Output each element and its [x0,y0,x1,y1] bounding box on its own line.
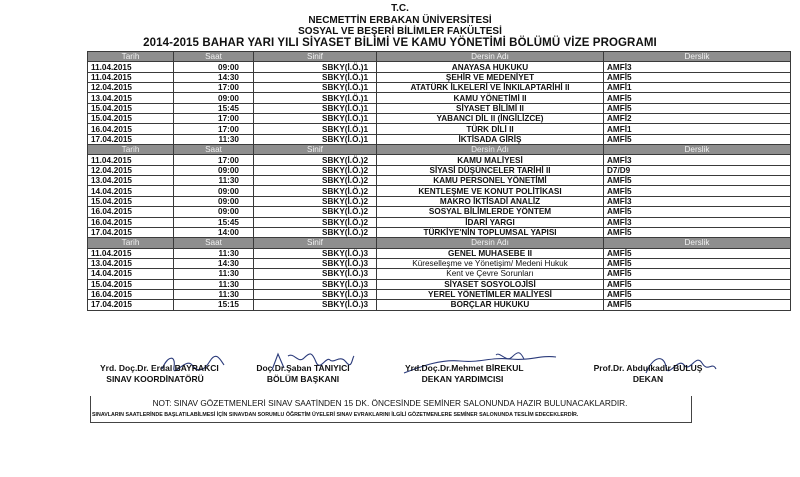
table-row [88,227,791,237]
cell-room: AMFİ5 [604,207,791,217]
cell-date: 11.04.2015 [88,72,174,82]
cell-date: 13.04.2015 [88,258,174,268]
cell-room: AMFİ5 [604,269,791,279]
cell-class: SBKY(İ.Ö.)2 [254,155,377,165]
signatory-4-role: DEKAN [632,374,664,384]
document-title: 2014-2015 BAHAR YARI YILI SİYASET BİLİMİ VE KAMU YÖNETİMİ BÖLÜMÜ VİZE PROGRAMI [143,37,657,49]
exam-schedule-body [88,52,791,311]
cell-class: SBKY(İ.Ö.)3 [254,258,377,268]
signatory-2-role: BÖLÜM BAŞKANI [266,374,340,384]
signatory-4-name: Prof.Dr. Abdulkadir BULUŞ [593,363,703,373]
cell-class: SBKY(İ.Ö.)2 [254,176,377,186]
cell-course: YABANCI DİL II (İNGİLİZCE) [377,114,604,124]
cell-time: 14:30 [174,72,254,82]
cell-time: 17:00 [174,124,254,134]
cell-time: 17:00 [174,114,254,124]
column-header-time: Saat [174,238,254,248]
cell-class: SBKY(İ.Ö.)2 [254,217,377,227]
cell-date: 11.04.2015 [88,62,174,72]
cell-room: AMFİ5 [604,176,791,186]
cell-date: 12.04.2015 [88,165,174,175]
cell-time: 11:30 [174,269,254,279]
cell-class: SBKY(İ.Ö.)1 [254,93,377,103]
cell-time: 11:30 [174,289,254,299]
cell-class: SBKY(İ.Ö.)3 [254,289,377,299]
cell-date: 11.04.2015 [88,155,174,165]
column-header-date: Tarih [88,52,174,62]
signature-block [0,363,800,393]
cell-course: İKTİSADA GİRİŞ [377,134,604,144]
cell-course: SOSYAL BİLİMLERDE YÖNTEM [377,207,604,217]
cell-time: 11:30 [174,134,254,144]
cell-class: SBKY(İ.Ö.)3 [254,279,377,289]
table-row [88,186,791,196]
table-row [88,93,791,103]
cell-class: SBKY(İ.Ö.)2 [254,186,377,196]
cell-course: ATATÜRK İLKELERİ VE İNKILAPTARİHİ II [377,83,604,93]
group-header-row [88,145,791,155]
cell-room: AMFİ3 [604,196,791,206]
cell-date: 15.04.2015 [88,196,174,206]
header-tc: T.C. [391,3,409,14]
table-row [88,165,791,175]
signatory-2 [248,363,358,385]
table-row [88,207,791,217]
cell-time: 09:00 [174,196,254,206]
cell-date: 15.04.2015 [88,279,174,289]
cell-course: ŞEHİR VE MEDENİYET [377,72,604,82]
cell-class: SBKY(İ.Ö.)3 [254,269,377,279]
cell-room: AMFİ3 [604,155,791,165]
cell-class: SBKY(İ.Ö.)3 [254,248,377,258]
cell-date: 16.04.2015 [88,217,174,227]
column-header-room: Derslik [604,52,791,62]
cell-time: 09:00 [174,62,254,72]
cell-class: SBKY(İ.Ö.)2 [254,207,377,217]
cell-course: SİYASET BİLİMİ II [377,103,604,113]
column-header-course: Dersin Adı [377,238,604,248]
table-row [88,258,791,268]
cell-time: 14:30 [174,258,254,268]
exam-schedule-table [87,51,791,311]
cell-class: SBKY(İ.Ö.)1 [254,83,377,93]
cell-time: 15:15 [174,300,254,310]
cell-class: SBKY(İ.Ö.)1 [254,72,377,82]
cell-time: 17:00 [174,155,254,165]
cell-class: SBKY(İ.Ö.)1 [254,62,377,72]
cell-room: AMFİ5 [604,134,791,144]
table-row [88,279,791,289]
signatory-3-name: Yrd.Doç.Dr.Mehmet BİREKUL [405,363,524,373]
cell-course: ANAYASA HUKUKU [377,62,604,72]
table-row [88,114,791,124]
table-row [88,289,791,299]
cell-room: AMFİ2 [604,114,791,124]
cell-date: 16.04.2015 [88,289,174,299]
cell-date: 16.04.2015 [88,124,174,134]
cell-course: MAKRO İKTİSADİ ANALİZ [377,196,604,206]
cell-course: YEREL YÖNETİMLER MALİYESİ [377,289,604,299]
note-main: NOT: SINAV GÖZETMENLERİ SINAV SAATİNDEN 15 DK. ÖNCESİNDE SEMİNER SALONUNDA HAZIR BULUNACAKLARDIR. [152,398,628,408]
cell-class: SBKY(İ.Ö.)2 [254,196,377,206]
cell-class: SBKY(İ.Ö.)2 [254,227,377,237]
cell-room: AMFİ5 [604,300,791,310]
cell-course: BORÇLAR HUKUKU [377,300,604,310]
cell-class: SBKY(İ.Ö.)1 [254,124,377,134]
cell-course: KENTLEŞME VE KONUT POLİTİKASI [377,186,604,196]
cell-room: AMFİ3 [604,217,791,227]
cell-date: 17.04.2015 [88,300,174,310]
cell-room: AMFİ5 [604,258,791,268]
column-header-course: Dersin Adı [377,145,604,155]
table-row [88,72,791,82]
table-row [88,176,791,186]
cell-date: 14.04.2015 [88,269,174,279]
cell-room: AMFİ5 [604,279,791,289]
header-faculty: SOSYAL VE BEŞERİ BİLİMLER FAKÜLTESİ [298,26,502,37]
signatory-1 [100,363,219,385]
cell-time: 11:30 [174,176,254,186]
cell-room: AMFİ5 [604,186,791,196]
table-row [88,155,791,165]
cell-room: AMFİ5 [604,248,791,258]
table-row [88,269,791,279]
cell-class: SBKY(İ.Ö.)1 [254,134,377,144]
column-header-class: Sinif [254,52,377,62]
column-header-course: Dersin Adı [377,52,604,62]
cell-room: AMFİ5 [604,72,791,82]
note-secondary: SINAVLARIN SAATLERİNDE BAŞLATILABİLMESİ İÇİN SINAVDAN SORUMLU ÖĞRETİM ÜYELERİ SINAV EVRAKLARINI İLGİLİ GÖZETMENLERE SEMİNER SALONUNDA TESLİM EDECEKLERDİR. [92,412,579,418]
table-row [88,134,791,144]
cell-date: 15.04.2015 [88,114,174,124]
cell-course: İDARİ YARGI [377,217,604,227]
cell-date: 16.04.2015 [88,207,174,217]
cell-room: AMFİ5 [604,103,791,113]
cell-course: SİYASET SOSYOLOJİSİ [377,279,604,289]
cell-time: 15:45 [174,217,254,227]
table-row [88,83,791,93]
cell-time: 09:00 [174,207,254,217]
column-header-room: Derslik [604,145,791,155]
cell-class: SBKY(İ.Ö.)3 [254,300,377,310]
cell-date: 13.04.2015 [88,93,174,103]
signatory-3 [405,363,524,385]
cell-course: SİYASİ DÜŞÜNCELER TARİHİ II [377,165,604,175]
cell-room: AMFİ1 [604,124,791,134]
table-row [88,124,791,134]
column-header-class: Sinif [254,145,377,155]
cell-time: 11:30 [174,279,254,289]
group-header-row [88,52,791,62]
cell-course: KAMU PERSONEL YÖNETİMİ [377,176,604,186]
cell-date: 14.04.2015 [88,186,174,196]
cell-date: 15.04.2015 [88,103,174,113]
cell-time: 09:00 [174,186,254,196]
cell-time: 14:00 [174,227,254,237]
cell-date: 17.04.2015 [88,227,174,237]
cell-time: 11:30 [174,248,254,258]
cell-time: 09:00 [174,165,254,175]
column-header-time: Saat [174,145,254,155]
cell-class: SBKY(İ.Ö.)1 [254,103,377,113]
cell-date: 12.04.2015 [88,83,174,93]
cell-room: AMFİ3 [604,62,791,72]
cell-class: SBKY(İ.Ö.)1 [254,114,377,124]
column-header-time: Saat [174,52,254,62]
header-university: NECMETTİN ERBAKAN ÜNİVERSİTESİ [308,15,492,26]
table-row [88,300,791,310]
cell-room: D7/D9 [604,165,791,175]
cell-date: 13.04.2015 [88,176,174,186]
column-header-date: Tarih [88,145,174,155]
cell-course: KAMU MALİYESİ [377,155,604,165]
signatory-4 [588,363,708,385]
column-header-room: Derslik [604,238,791,248]
table-row [88,217,791,227]
column-header-date: Tarih [88,238,174,248]
cell-course: TÜRKİYE'NİN TOPLUMSAL YAPISI [377,227,604,237]
signatory-1-name: Yrd. Doç.Dr. Erdal BAYRAKCI [100,363,219,373]
table-row [88,103,791,113]
cell-room: AMFİ1 [604,83,791,93]
table-row [88,196,791,206]
cell-time: 17:00 [174,83,254,93]
column-header-class: Sinif [254,238,377,248]
cell-time: 09:00 [174,93,254,103]
cell-date: 11.04.2015 [88,248,174,258]
cell-room: AMFİ5 [604,227,791,237]
signatory-1-role: SINAV KOORDİNATÖRÜ [106,374,204,384]
cell-course: Kent ve Çevre Sorunları [377,269,604,279]
cell-class: SBKY(İ.Ö.)2 [254,165,377,175]
table-row [88,62,791,72]
group-header-row [88,238,791,248]
cell-room: AMFİ5 [604,289,791,299]
cell-date: 17.04.2015 [88,134,174,144]
cell-time: 15:45 [174,103,254,113]
cell-course: Küreselleşme ve Yönetişim/ Medeni Hukuk [377,258,604,268]
cell-room: AMFİ5 [604,93,791,103]
table-row [88,248,791,258]
cell-course: GENEL MUHASEBE II [377,248,604,258]
signatory-2-name: Doç.Dr.Şaban TANIYICI [256,363,350,373]
signatory-3-role: DEKAN YARDIMCISI [421,374,504,384]
cell-course: TÜRK DİLİ II [377,124,604,134]
cell-course: KAMU YÖNETİMİ II [377,93,604,103]
